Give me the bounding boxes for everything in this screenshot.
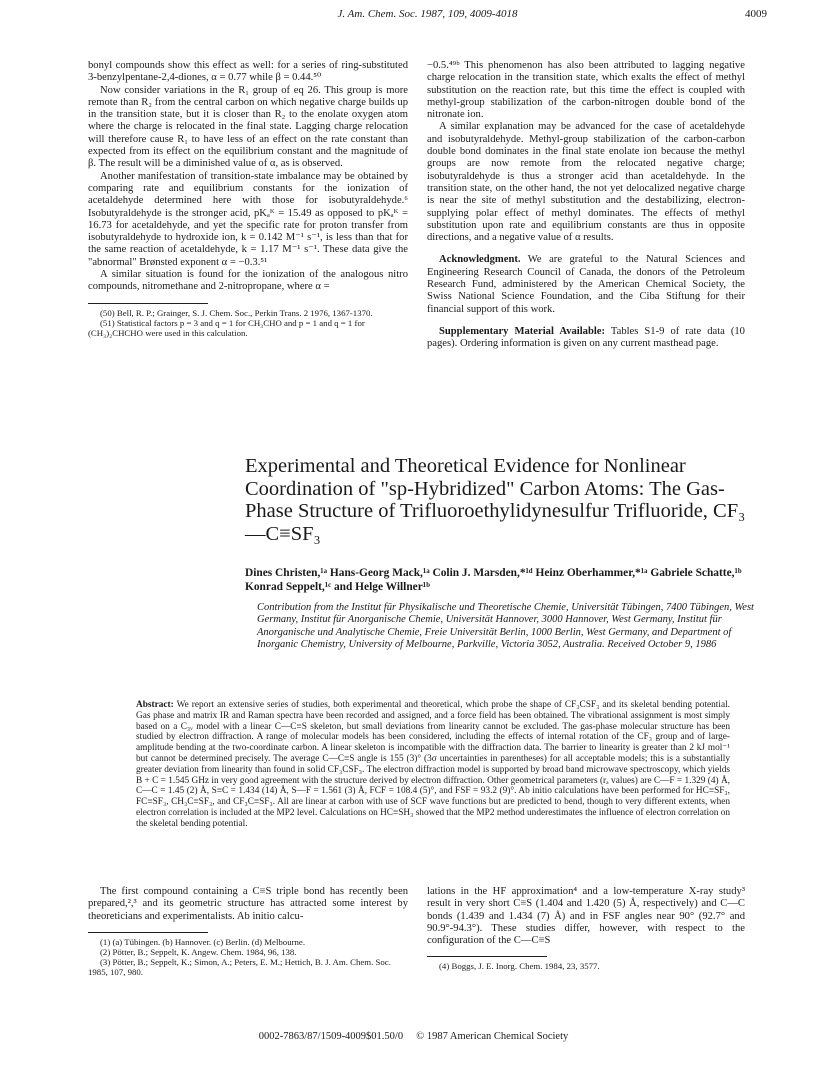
footnotes	[88, 937, 408, 977]
page-footer	[0, 1031, 827, 1042]
paragraph: A similar situation is found for the ionization of the analogous nitro compounds, nitromethane and 2-nitropropane, where α =	[88, 269, 408, 293]
journal-citation: J. Am. Chem. Soc. 1987, 109, 4009-4018	[337, 8, 518, 20]
paragraph: A similar explanation may be advanced for the case of acetaldehyde and isobutyraldehyde. Methyl-group stabilization of the carbon-carbon double bond dominates in the final state enolate ion because the methyl groups are now remote from the relocated negative charge; isobutyraldehyde is thus a stronger acid than acetaldehyde. In the transition state, on the other hand, the not yet delocalized negative charge is near the site of methyl substitution and the destabilizing, electron-supplying polar effect of methyl dominates. The effects of methyl substitution upon rate and equilibrium constants are thus in opposite directions, and a negative value of α results.	[427, 121, 745, 244]
bottom-right-column	[427, 886, 745, 971]
article-title: Experimental and Theoretical Evidence for Nonlinear Coordination of "sp-Hybridized" Carbon Atoms: The Gas-Phase Structure of Trifluoroethylidynesulfur Trifluoride, CF₃—C≡SF₃	[245, 455, 746, 545]
paragraph: −0.5.⁴⁹ᵇ This phenomenon has also been attributed to lagging negative charge relocation in the transition state, which exalts the effect of methyl substitution on the reaction rate, but this time the effect is coupled with methyl-group stabilization of the carbon-nitrogen double bond of the nitronate ion.	[427, 60, 745, 121]
footnote: (2) Pötter, B.; Seppelt, K. Angew. Chem. 1984, 96, 138.	[100, 946, 297, 957]
footnote: (3) Pötter, B.; Seppelt, K.; Simon, A.; Peters, E. M.; Hettich, B. J. Am. Chem. Soc. 1985, 107, 980.	[88, 956, 391, 977]
abstract-text: We report an extensive series of studies, both experimental and theoretical, which probe the shape of CF₃CSF₃ and its skeletal bending potential. Gas phase and matrix IR and Raman spectra have been recorded and assigned, and a force field has been obtained. The vibrational assignment is most simply based on a C₃ᵥ model with a linear C—C≡S skeleton, but small deviations from linearity cannot be excluded. The gas-phase molecular structure has been studied by electron diffraction. A range of molecular models has been considered, including the effects of internal rotation of the CF₃ group and of large-amplitude bending at the two-coordinate carbon. A linear skeleton is incompatible with the diffraction data. The barrier to linearity is greater than 2 kJ mol⁻¹ but cannot be determined precisely. The average C—C≡S angle is 155 (3)° (3σ uncertainties in parentheses) for all acceptable models; this is a substantially greater deviation from linearity than found in solid CF₃CSF₃. The electron diffraction model is supported by broad band microwave spectroscopy, which yields B + C = 1.545 GHz in very good agreement with the structure derived by electron diffraction. Other geometrical parameters (rₐ values) are C—F = 1.329 (4) Å, C—C = 1.45 (2) Å, S≡C = 1.434 (14) Å, S—F = 1.561 (3) Å, FCF = 108.4 (5)°, and FSF = 93.2 (9)°. Ab initio calculations have been performed for HC≡SF₃, FC≡SF₃, CH₃C≡SF₃, and CF₃C≡SF₃. All are linear at carbon with use of SCF wave functions but are predicted to bend, though to very different extents, when electron correlation is included at the MP2 level. Calculations on HC≡SH₃ showed that the MP2 method underestimates the influence of electron correlation on the skeletal bending potential.	[136, 700, 730, 829]
acknowledgment-heading: Acknowledgment.	[439, 254, 521, 266]
footnote: (1) (a) Tübingen. (b) Hannover. (c) Berlin. (d) Melbourne.	[100, 936, 306, 947]
paragraph: Now consider variations in the R₁ group of eq 26. This group is more remote than R₂ from the central carbon on which negative charge builds up in the transition state, but it is closer than R₂ to the enolate oxygen atom where the charge is relocated in the final state. Lagging charge relocation will therefore cause R₁ to have less of an effect on the rate constant than expected from its effect on the equilibrium constant and the magnitude of β. The result will be a diminished value of α, as is observed.	[88, 84, 408, 170]
publication-code: 0002-7863/87/1509-4009$01.50/0	[258, 1031, 404, 1042]
supplementary-material	[427, 326, 745, 351]
footnote: (4) Boggs, J. E. Inorg. Chem. 1984, 23, 3577.	[439, 961, 600, 972]
copyright: © 1987 American Chemical Society	[416, 1031, 569, 1042]
top-left-column	[88, 60, 408, 338]
author-list: Dines Christen,¹ᵃ Hans-Georg Mack,¹ᵃ Colin J. Marsden,*¹ᵈ Heinz Oberhammer,*¹ᵃ Gabriele Schatte,¹ᵇ Konrad Seppelt,¹ᶜ and Helge Willner¹ᵇ	[245, 567, 742, 593]
footnote-divider	[88, 303, 208, 304]
footnote-divider	[427, 956, 547, 957]
affiliation: Contribution from the Institut für Physikalische und Theoretische Chemie, Universität Tübingen, 7400 Tübingen, West Germany, Institut für Anorganische Chemie, Universität Hannover, 3000 Hannover, West Germany, Institut für Anorganische und Analytische Chemie, Freie Universität Berlin, 1000 Berlin, West Germany, and Department of Inorganic Chemistry, University of Melbourne, Parkville, Victoria 3052, Australia. Received October 9, 1986	[257, 602, 754, 651]
footnotes	[427, 961, 745, 971]
abstract	[136, 700, 730, 830]
acknowledgment-text: We are grateful to the Natural Sciences and Engineering Research Council of Canada, the donors of the Petroleum Research Fund, administered by the American Chemical Society, the Swiss National Science Foundation, and the Ciba Stiftung for their financial support of this work.	[427, 254, 745, 315]
footnote-divider	[88, 932, 208, 933]
page-number: 4009	[745, 8, 767, 20]
abstract-label: Abstract:	[136, 700, 174, 710]
footnote: (50) Bell, R. P.; Grainger, S. J. Chem. Soc., Perkin Trans. 2 1976, 1367-1370.	[100, 307, 373, 318]
running-header	[88, 8, 767, 24]
supplementary-text: Tables S1-9 of rate data (10 pages). Ordering information is given on any current masthead page.	[427, 325, 745, 350]
footnote: (51) Statistical factors p = 3 and q = 1 for CH₃CHO and p = 1 and q = 1 for (CH₃)₂CHCHO were used in this calculation.	[88, 317, 365, 338]
paragraph: The first compound containing a C≡S triple bond has recently been prepared,²,³ and its geometric structure has attracted some interest by theoreticians and experimentalists. Ab initio calcu-	[88, 886, 408, 922]
top-right-column	[427, 60, 745, 351]
paragraph: Another manifestation of transition-state imbalance may be obtained by comparing rate and equilibrium constants for the ionization of acetaldehyde determined here with those for isobutyraldehyde.⁶ Isobutyraldehyde is the stronger acid, pKₐᴷ = 15.49 as opposed to pKₐᴷ = 16.73 for acetaldehyde, and yet the specific rate for proton transfer from isobutyraldehyde to hydroxide ion, k = 0.142 M⁻¹ s⁻¹, is less than that for the same reaction of acetaldehyde, k = 1.17 M⁻¹ s⁻¹. These data give the "abnormal" Brønsted exponent α = −0.3.⁵¹	[88, 170, 408, 268]
article-header	[245, 455, 755, 652]
acknowledgment	[427, 254, 745, 315]
paragraph: lations in the HF approximation⁴ and a low-temperature X-ray study³ result in very short C≡S (1.404 and 1.420 (5) Å, respectively) and C—C bonds (1.439 and 1.434 (7) Å) and in FSF angles near 90° (92.7° and 90.9°-94.3°). These studies differ, however, with respect to the configuration of the C—C≡S	[427, 886, 745, 947]
supplementary-heading: Supplementary Material Available:	[439, 325, 606, 337]
footnotes	[88, 308, 408, 338]
paragraph: bonyl compounds show this effect as well: for a series of ring-substituted 3-benzylpentane-2,4-diones, α = 0.77 while β = 0.44.⁵⁰	[88, 60, 408, 84]
bottom-left-column	[88, 886, 408, 977]
